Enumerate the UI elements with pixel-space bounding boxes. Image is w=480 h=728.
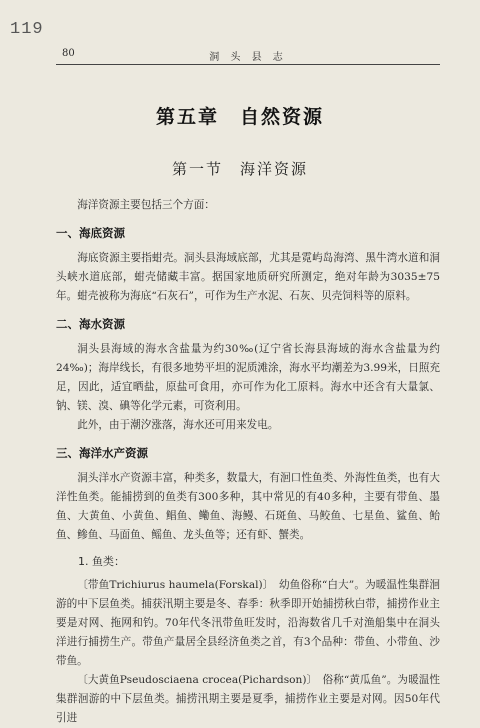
body-text <box>56 196 440 728</box>
page-number: 80 <box>62 48 75 59</box>
paragraph: 洞头洋水产资源丰富，种类多，数量大，有洄口性鱼类、外海性鱼类，也有大洋性鱼类。能捕捞到的鱼类有300多种，其中常见的有40多种，主要有带鱼、墨鱼、大黄鱼、小黄鱼、鲳鱼、鳓鱼、海鳗、石斑鱼、马鲛鱼、七星鱼、鲨鱼、鲐鱼、鲹鱼、马面鱼、鳐鱼、龙头鱼等；还有虾、蟹类。 <box>56 472 440 541</box>
chapter-title: 第五章 自然资源 <box>155 106 324 128</box>
paragraph: 此外，由于潮汐涨落，海水还可用来发电。 <box>77 419 279 431</box>
paragraph: 海底资源主要指蚶壳。洞头县海域底部，尤其是霓屿岛海湾、黑牛湾水道和洞头峡水道底部，蚶壳储藏丰富。据国家地质研究所测定，绝对年龄为3035±75年。蚶壳被称为海底“石灰石”，可作为生产水泥、石灰、贝壳饲料等的原料。 <box>56 252 440 302</box>
sub-heading-fish: 1. 鱼类： <box>78 555 125 568</box>
paragraph: 洞头县海域的海水含盐量为约30‰(辽宁省长海县海域的海水含盐量为约24‰)；海岸线长，有很多地势平坦的泥质滩涂，海水平均潮差为3.99米，日照充足，因此，适宜晒盐，原盐可食用，亦可作为化工原料。海水中还含有大量氯、钠、镁、溴、碘等化学元素，可资利用。 <box>56 343 440 412</box>
intro-paragraph: 海洋资源主要包括三个方面： <box>77 199 215 211</box>
heading-seawater: 二、海水资源 <box>56 317 125 331</box>
heading-aquatic: 三、海洋水产资源 <box>56 446 148 460</box>
fish-entry-yellow-croaker: 〔大黄鱼Pseudosciaena crocea(Pichardson)〕 俗称“黄瓜鱼”。为暖温性集群洄游的中下层鱼类。捕捞汛期主要是夏季，捕捞作业主要是对网。因50年代引进 <box>56 674 440 724</box>
heading-seabed: 一、海底资源 <box>56 226 125 240</box>
section-title: 第一节 海洋资源 <box>171 160 308 178</box>
running-header <box>56 48 440 64</box>
margin-handwritten-note: 119 <box>10 20 44 39</box>
running-title: 洞 头 县 志 <box>209 52 287 63</box>
header-rule <box>56 64 440 65</box>
fish-entry-hairtail: 〔带鱼Trichiurus haumela(Forskal)〕 幼鱼俗称“白大”。为暖温性集群洄游的中下层鱼类。捕获汛期主要是冬、春季：秋季即开始捕捞秋白带，捕捞作业主要是对网、拖网和钓。70年代冬汛带鱼旺发时，沿海数省几千对渔船集中在洞头洋进行捕捞生产。带鱼产量居全县经济鱼类之首，有3个品种：带鱼、小带鱼、沙带鱼。 <box>56 579 440 667</box>
